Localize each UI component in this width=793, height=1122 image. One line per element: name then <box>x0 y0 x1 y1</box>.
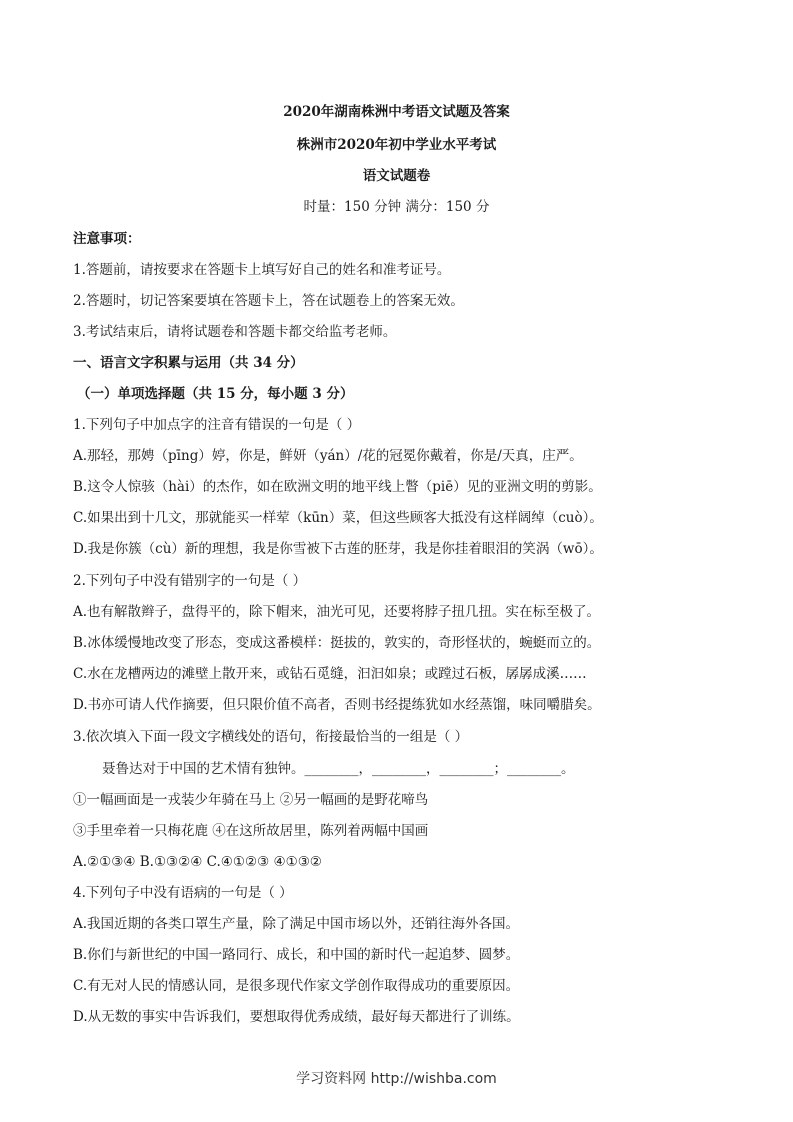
option-line: C.有无对人民的情感认同，是很多现代作家文学创作取得成功的重要原因。 <box>73 978 520 994</box>
option-line: B.这令人惊骇（hài）的杰作，如在欧洲文明的地平线上瞥（piē）见的亚洲文明的剪影。 <box>73 479 602 495</box>
option-line: C.水在龙槽两边的滩壁上散开来，或钻石觅缝，汩汩如泉；或蹚过石板，孱孱成溪…… <box>73 666 587 682</box>
notice-item: 2.答题时，切记答案要填在答题卡上，答在试题卷上的答案无效。 <box>73 293 464 309</box>
document-title: 2020年湖南株洲中考语文试题及答案 <box>283 104 510 120</box>
section-heading: 一、语言文字积累与运用（共 34 分） <box>73 355 304 371</box>
notice-heading: 注意事项： <box>73 231 141 247</box>
answer-choices: A.②①③④ B.①③②④ C.④①②③ ④①③② <box>73 854 322 870</box>
option-line: B.冰体缓慢地改变了形态，变成这番模样：挺拔的，敦实的，奇形怪状的，蜿蜓而立的。 <box>73 635 601 651</box>
option-line: B.你们与新世纪的中国一路同行、成长，和中国的新时代一起追梦、圆梦。 <box>73 947 520 963</box>
option-line: A.也有解散辫子，盘得平的，除下帽来，油光可见，还要将脖子扭几扭。实在标至极了。 <box>73 604 601 620</box>
option-line: D.书亦可请人代作摘要，但只限价值不高者，否则书经提练犹如水经蒸馏，味同嚼腊矣。 <box>73 697 601 713</box>
question-stem: 1.下列句子中加点字的注音有错误的一句是（ ） <box>73 417 361 433</box>
document-subtitle: 株洲市2020年初中学业水平考试 <box>296 137 497 153</box>
footer-watermark: 学习资料网 http://wishba.com <box>296 1071 497 1087</box>
sub-section-heading: （一）单项选择题（共 15 分，每小题 3 分） <box>77 386 354 402</box>
option-line: C.如果出到十几文，那就能买一样荤（kūn）菜，但这些顾客大抵没有这样阔绰（cuò）。 <box>73 510 603 526</box>
question-passage: 聂鲁达对于中国的艺术情有独钟。________，________，________；________。 <box>102 761 575 777</box>
option-line: D.从无数的事实中告诉我们，要想取得优秀成绩，最好每天都进行了训练。 <box>73 1009 520 1025</box>
notice-item: 1.答题前，请按要求在答题卡上填写好自己的姓名和准考证号。 <box>73 262 451 278</box>
notice-item: 3.考试结束后，请将试题卷和答题卡都交给监考老师。 <box>73 324 397 340</box>
question-stem: 2.下列句子中没有错别字的一句是（ ） <box>73 573 307 589</box>
sentence-items: ①一幅画面是一戎装少年骑在马上 ②另一幅画的是野花啼鸟 <box>73 792 429 808</box>
question-stem: 3.依次填入下面一段文字横线处的语句，衔接最恰当的一组是（ ） <box>73 729 469 745</box>
sentence-items: ③手里牵着一只梅花鹿 ④在这所故居里，陈列着两幅中国画 <box>73 823 429 839</box>
question-stem: 4.下列句子中没有语病的一句是（ ） <box>73 885 293 901</box>
option-line: A.那轻，那娉（pīng）婷，你是，鲜妍（yán）/花的冠冕你戴着，你是/天真，庄严。 <box>73 448 583 464</box>
time-and-score: 时量：150 分钟 满分：150 分 <box>303 199 490 215</box>
option-line: A.我国近期的各类口罩生产量，除了满足中国市场以外，还销往海外各国。 <box>73 916 520 932</box>
paper-name: 语文试题卷 <box>362 168 431 184</box>
option-line: D.我是你簇（cù）新的理想，我是你雪被下古莲的胚芽，我是你挂着眼泪的笑涡（wō）。 <box>73 541 603 557</box>
